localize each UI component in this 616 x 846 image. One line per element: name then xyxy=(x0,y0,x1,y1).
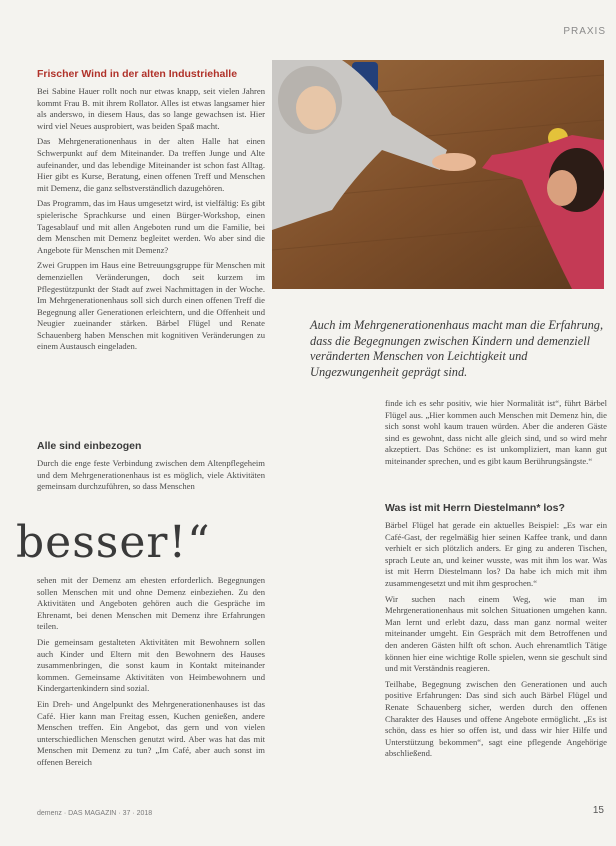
section-heading: Frischer Wind in der alten Industriehalle xyxy=(37,68,238,80)
body-paragraph: Ein Dreh- und Angelpunkt des Mehrgenerationenhauses ist das Café. Hier kann man Freitag essen, Kuchen genießen, andere Menschen treffen. Ein Angebot, das gern und von vielen unterschiedlichen Menschen genutzt wird. Aber was hat das mit Menschen mit Demenz zu tun? „Im Café, aber auch sonst im offenen Bereich xyxy=(37,698,265,767)
body-paragraph: Das Mehrgenerationenhaus in der alten Halle hat einen Schwerpunkt auf dem Miteinander. Da treffen Junge und Alte aufeinander, und das lebendige Miteinander ist schon fast Alltag. Hier gibt es Kurse, Beratung, einen offenen Treff und Menschen mit Demenz, die ganz selbstverständlich dazugehören. xyxy=(37,136,265,193)
body-paragraph: sehen mit der Demenz am ehesten erforderlich. Begegnungen sollen Menschen mit und ohne Demenz einbeziehen. Zu den Aktivitäten und Angeboten gehören auch die Gespräche im Ehrenamt, bei denen Menschen mit Demenz ihre Erfahrungen teilen. xyxy=(37,575,265,632)
right-column-mid xyxy=(385,502,607,764)
right-column-top xyxy=(385,398,607,472)
section-label: PRAXIS xyxy=(563,26,606,37)
page-number: 15 xyxy=(592,805,604,816)
pull-quote: besser!“ xyxy=(16,517,211,568)
body-paragraph: Teilhabe, Begegnung zwischen den Generationen und auch positive Erfahrungen: Das sind sich auch Bärbel Flügel und Renate Schauenberg sicher, werden durch den offenen Charakter des Hauses und offene Angebote ermöglicht. „Es ist schön, dass es hier so offen ist, und dass wir hier Hilfe und Unterstützung bekommen“, sagt eine pflegende Angehörige abschließend. xyxy=(385,678,607,759)
article-photo xyxy=(272,60,604,289)
body-paragraph: Zwei Gruppen im Haus eine Betreuungsgruppe für Menschen mit demenziellen Veränderungen, doch seit kurzem im Pflegestützpunkt der Stadt auf zwei Nachmittagen in der Woche. Im Mehrgenerationenhaus soll sich durch einen offenen Treff die Begegnung aller Generationen erleichtern, und die Offenheit und Neugier zueinander stärken. Bärbel Flügel und Renate Schauenberg haben Menschen mit kognitiven Veränderungen zu einem Austausch eingeladen. xyxy=(37,260,265,352)
section-heading: Was ist mit Herrn Diestelmann* los? xyxy=(385,502,565,514)
body-paragraph: Wir suchen nach einem Weg, wie man im Mehrgenerationenhaus mit solchen Situationen umgehen kann. Man lernt und erlebt dazu, dass man ganz normal weiter miteinander umgeht. Ein Gespräch mit dem Betroffenen und den anderen Gästen hilft oft schon. Auch ehrenamtlich Tätige können hier eine wichtige Rolle spielen, wenn sie geschult sind und mit Verständnis reagieren. xyxy=(385,593,607,674)
publication-footer: demenz · DAS MAGAZIN · 37 · 2018 xyxy=(37,810,153,817)
left-column-bottom xyxy=(37,575,265,773)
photo-illustration xyxy=(272,60,604,289)
photo-caption: Auch im Mehrgenerationenhaus macht man die Erfahrung, dass die Begegnungen zwischen Kindern und demenziell veränderten Menschen von Leichtigkeit und Ungezwungenheit geprägt sind. xyxy=(310,318,604,379)
left-column-top xyxy=(37,68,265,357)
body-paragraph: Bärbel Flügel hat gerade ein aktuelles Beispiel: „Es war ein Café-Gast, der regelmäßig hier seinen Kaffee trank, und dann verhielt er sich plötzlich anders. Er ging zu anderen Tischen, sprach Leute an, und keiner wusste, was mit ihm los war. Was ist mit Herrn Diestelmann los? Da habe ich mich mit ihm zusammengesetzt und mit ihm gesprochen.“ xyxy=(385,520,607,588)
section-heading: Alle sind einbezogen xyxy=(37,440,142,452)
left-column-mid xyxy=(37,440,265,497)
body-paragraph: finde ich es sehr positiv, wie hier Normalität ist“, führt Bärbel Flügel aus. „Hier kommen auch Menschen mit Demenz hin, die sich sonst wohl kaum trauen würden. Aber die anderen Gäste sind es gewohnt, dass nicht alle gleich sind, und so wird mehr akzeptiert. Das Schöne: es ist unkompliziert, man kann gut miteinander sprechen, und es gibt kaum Berührungsängste.“ xyxy=(385,398,607,466)
body-paragraph: Bei Sabine Hauer rollt noch nur etwas knapp, seit vielen Jahren kommt Frau B. mit ihrem Rollator. Alles ist etwas langsamer hier als anderswo, in diesem Haus, das so lange gewachsen ist. Hier wird viel Neues ausprobiert, was beiden Spaß macht. xyxy=(37,86,265,131)
body-paragraph: Die gemeinsam gestalteten Aktivitäten mit Bewohnern sollen auch Kinder und Eltern mit den Bewohnern des Hauses zusammenbringen, die sonst kaum in Kontakt miteinander kommen. Gemeinsame Aktivitäten von Heimbewohnern und Kindergartenkindern sind sozial. xyxy=(37,636,265,694)
body-paragraph: Das Programm, das im Haus umgesetzt wird, ist vielfältig: Es gibt spielerische Sprachkurse und einen Bürger-Workshop, einen Tagesablauf und mit allen Angeboten rund um die Familie, bei dem Menschen mit Demenz begleitet werden. Wo aber sind die Angebote für Menschen mit Demenz? xyxy=(37,198,265,255)
body-paragraph: Durch die enge feste Verbindung zwischen dem Altenpflegeheim und dem Mehrgenerationenhaus ist es möglich, viele Aktivitäten gemeinsam durchzuführen, so dass Menschen xyxy=(37,458,265,492)
